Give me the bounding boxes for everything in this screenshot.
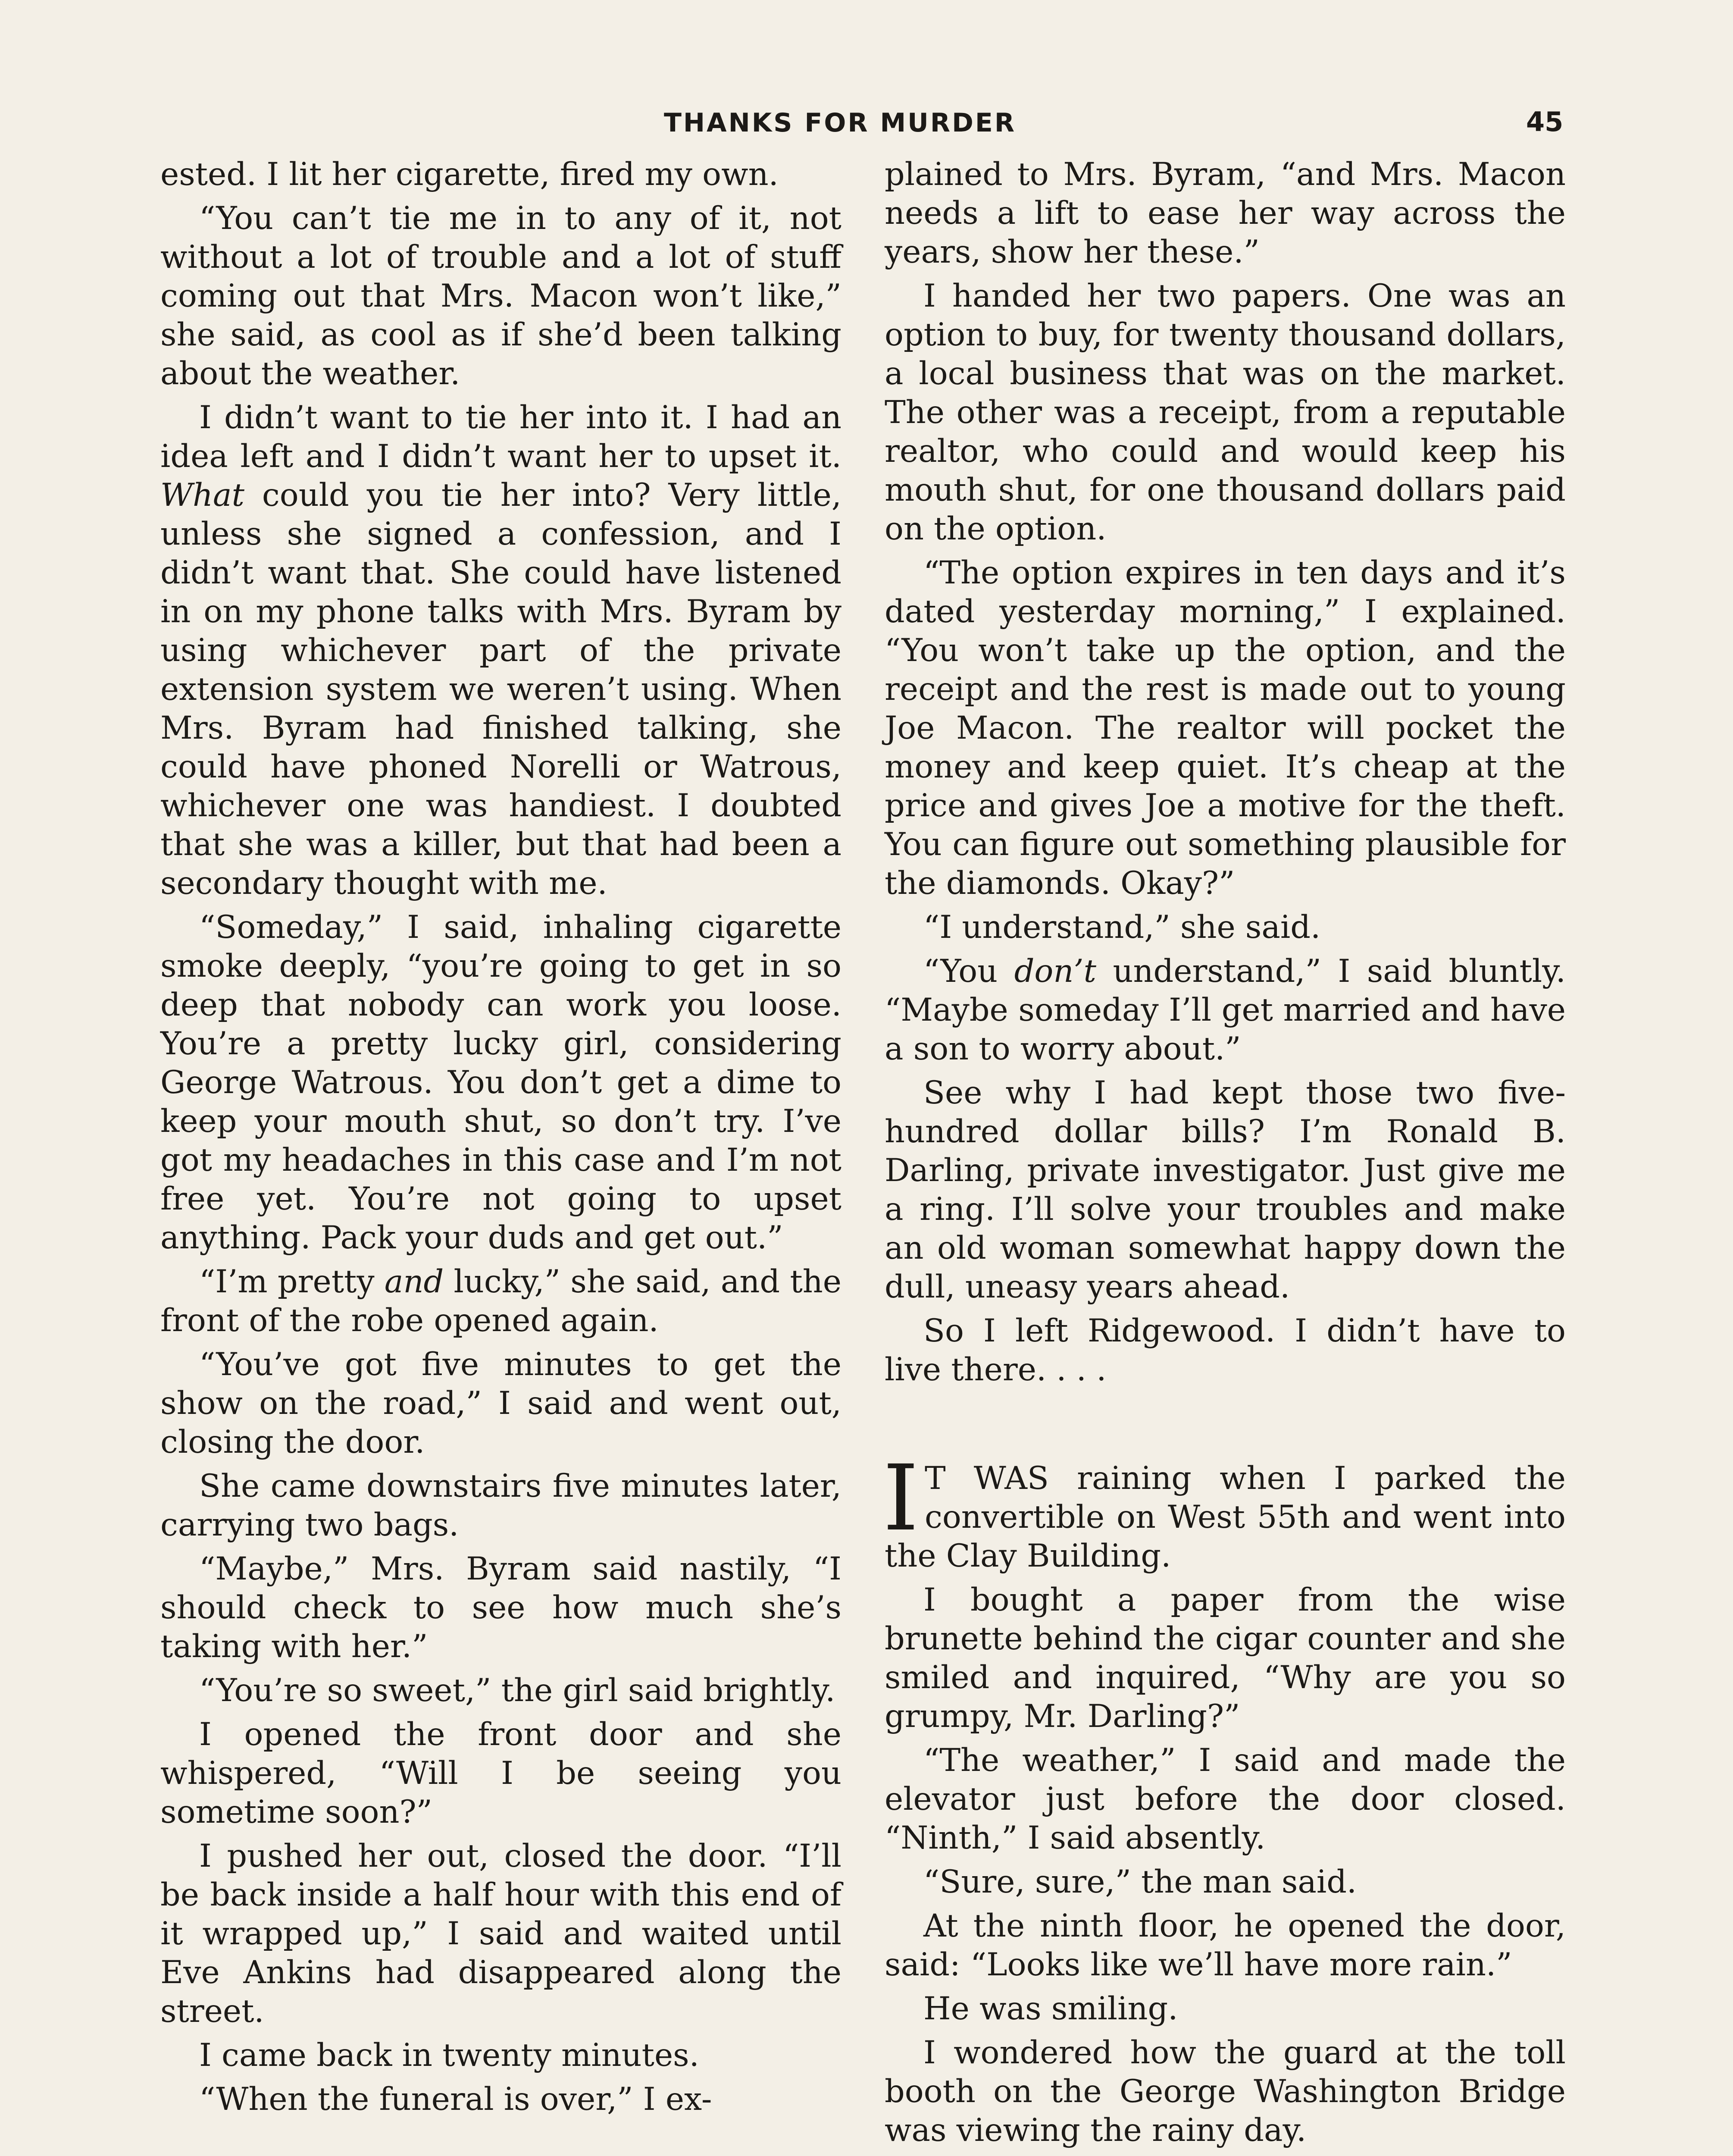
left-column	[160, 155, 841, 2124]
running-title: THANKS FOR MURDER	[664, 108, 1017, 138]
paragraph: I opened the front door and she whispered, “Will I be seeing you sometime soon?”	[160, 1716, 841, 1830]
paragraph	[160, 398, 841, 903]
right-column	[885, 155, 1566, 2156]
section-break	[885, 1395, 1566, 1459]
italic-text: and	[384, 1263, 444, 1300]
paragraph: I bought a paper from the wise brunette behind the cigar counter and she smiled and inquired, “Why are you so grumpy, Mr. Darling?”	[885, 1582, 1566, 1735]
text-run: could you tie her into? Very little, unless she signed a confession, and I didn’t want that. She could have listened in on my phone talks with Mrs. Byram by using whichever part of the private extension system we weren’t using. When Mrs. Byram had finished talking, she could have phoned Norelli or Watrous, whichever one was handiest. I doubted that she was a killer, but that had been a secondary thought with me.	[160, 477, 841, 902]
paragraph	[885, 952, 1566, 1069]
paragraph: “I understand,” she said.	[923, 909, 1321, 946]
italic-text: don’t	[1014, 953, 1096, 990]
paragraph: So I left Ridgewood. I didn’t have to live there. . . .	[885, 1313, 1566, 1388]
paragraph: plained to Mrs. Byram, “and Mrs. Macon needs a lift to ease her way across the years, show her these.”	[885, 156, 1566, 270]
paragraph: I wondered how the guard at the toll booth on the George Washington Bridge was viewing the rainy day.	[885, 2034, 1566, 2149]
text-run: “You	[923, 953, 1014, 990]
paragraph: “You’ve got five minutes to get the show on the road,” I said and went out, closing the door.	[160, 1346, 841, 1460]
text-run: lucky,” she said, and the front of the robe opened again.	[160, 1263, 841, 1339]
page-number: 45	[1526, 106, 1564, 138]
paragraph: “Sure, sure,” the man said.	[923, 1864, 1357, 1900]
paragraph: I pushed her out, closed the door. “I’ll be back inside a half hour with this end of it wrapped up,” I said and waited until Eve Ankins had disappeared along the street.	[160, 1838, 841, 2030]
paragraph: “When the funeral is over,” I ex-	[199, 2081, 712, 2118]
drop-cap: I	[883, 1445, 919, 1551]
paragraph: “You’re so sweet,” the girl said brightly.	[199, 1672, 835, 1709]
paragraph: “The weather,” I said and made the elevator just before the door closed. “Ninth,” I said absently.	[885, 1742, 1566, 1856]
text-run: I didn’t want to tie her into it. I had an idea left and I didn’t want her to upset it.	[160, 399, 841, 475]
paragraph: ested. I lit her cigarette, fired my own.	[160, 156, 779, 193]
text-run: understand,” I said bluntly. “Maybe someday I’ll get married and have a son to worry about.”	[885, 953, 1566, 1067]
paragraph: “The option expires in ten days and it’s dated yesterday morning,” I explained. “You won’t take up the option, and the receipt and the rest is made out to young Joe Macon. The realtor will pocket the money and keep quiet. It’s cheap at the price and gives Joe a motive for the theft. You can figure out something plausible for the diamonds. Okay?”	[885, 555, 1566, 902]
paragraph: He was smiling.	[923, 1990, 1178, 2027]
paragraph: “You can’t tie me in to any of it, not without a lot of trouble and a lot of stuff coming out that Mrs. Macon won’t like,” she said, as cool as if she’d been talking about the weather.	[160, 200, 841, 392]
paragraph: I handed her two papers. One was an option to buy, for twenty thousand dollars, a local business that was on the market. The other was a receipt, from a reputable realtor, who could and would keep his mouth shut, for one thousand dollars paid on the option.	[885, 278, 1566, 547]
paragraph: She came downstairs five minutes later, carrying two bags.	[160, 1468, 841, 1543]
text-run: T WAS raining when I parked the convertible on West 55th and went into the Clay Building.	[885, 1460, 1566, 1574]
paragraph: “Someday,” I said, inhaling cigarette smoke deeply, “you’re going to get in so deep that nobody can work you loose. You’re a pretty lucky girl, considering George Watrous. You don’t get a dime to keep your mouth shut, so don’t try. I’ve got my headaches in this case and I’m not free yet. You’re not going to upset anything. Pack your duds and get out.”	[160, 909, 841, 1256]
italic-text: What	[160, 477, 244, 514]
paragraph	[160, 1263, 841, 1340]
paragraph: See why I had kept those two five-hundred dollar bills? I’m Ronald B. Darling, private investigator. Just give me a ring. I’ll solve your troubles and make an old woman somewhat happy down the dull, uneasy years ahead.	[885, 1075, 1566, 1305]
text-run: “I’m pretty	[199, 1263, 385, 1300]
paragraph: At the ninth floor, he opened the door, said: “Looks like we’ll have more rain.”	[885, 1908, 1566, 1983]
paragraph: “Maybe,” Mrs. Byram said nastily, “I should check to see how much she’s taking with her.”	[160, 1551, 841, 1665]
paragraph	[883, 1445, 1566, 1576]
paragraph: I came back in twenty minutes.	[199, 2037, 699, 2074]
